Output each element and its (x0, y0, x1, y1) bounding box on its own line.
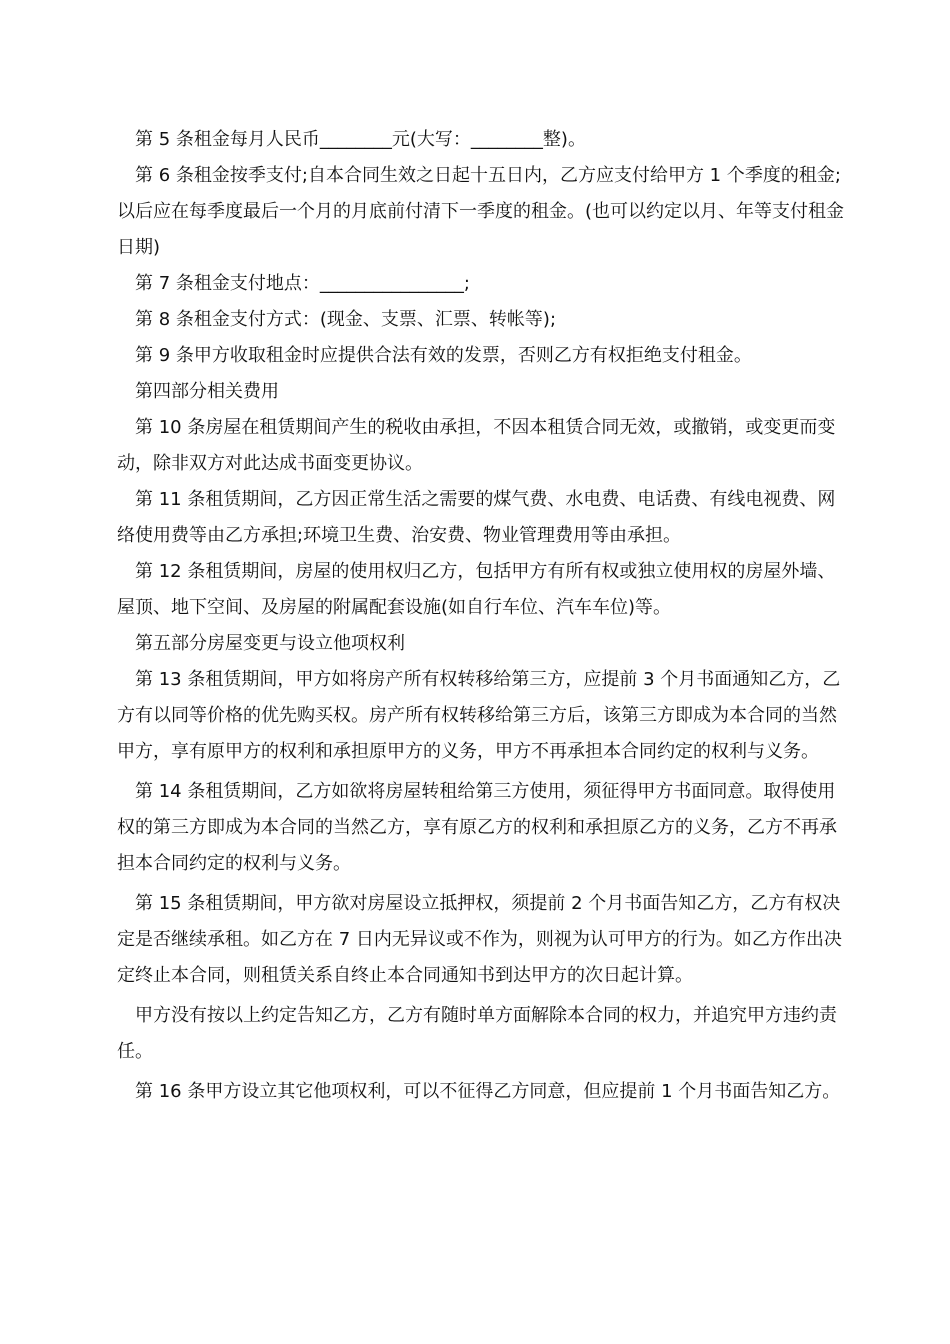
clause-12: 第 12 条租赁期间，房屋的使用权归乙方，包括甲方有所有权或独立使用权的房屋外墙、屋顶、地下空间、及房屋的附属配套设施(如自行车位、汽车车位)等。 (117, 561, 836, 618)
clause-5: 第 5 条租金每月人民币________元(大写：________整)。 (135, 129, 586, 150)
clause-16: 第 16 条甲方设立其它他项权利，可以不征得乙方同意，但应提前 1 个月书面告知乙方。 (135, 1081, 841, 1102)
section-heading-part-4: 第四部分相关费用 (135, 381, 279, 402)
clause-13: 第 13 条租赁期间，甲方如将房产所有权转移给第三方，应提前 3 个月书面通知乙方，乙方有以同等价格的优先购买权。房产所有权转移给第三方后，该第三方即成为本合同的当然甲方，享有原甲方的权利和承担原甲方的义务，甲方不再承担本合同约定的权利与义务。 (117, 669, 841, 762)
clause-14: 第 14 条租赁期间，乙方如欲将房屋转租给第三方使用，须征得甲方书面同意。取得使用权的第三方即成为本合同的当然乙方，享有原乙方的权利和承担原乙方的义务，乙方不再承担本合同约定的权利与义务。 (117, 781, 837, 874)
clause-9: 第 9 条甲方收取租金时应提供合法有效的发票，否则乙方有权拒绝支付租金。 (135, 345, 752, 366)
section-heading-part-5: 第五部分房屋变更与设立他项权利 (135, 633, 405, 654)
clause-7: 第 7 条租金支付地点：________________; (135, 273, 470, 294)
clause-10: 第 10 条房屋在租赁期间产生的税收由承担，不因本租赁合同无效，或撤销，或变更而变动，除非双方对此达成书面变更协议。 (117, 417, 836, 474)
clause-6: 第 6 条租金按季支付;自本合同生效之日起十五日内，乙方应支付给甲方 1 个季度的租金;以后应在每季度最后一个月的月底前付清下一季度的租金。(也可以约定以月、年等支付租金日期) (117, 165, 845, 258)
clause-11: 第 11 条租赁期间，乙方因正常生活之需要的煤气费、水电费、电话费、有线电视费、网络使用费等由乙方承担;环境卫生费、治安费、物业管理费用等由承担。 (117, 489, 836, 546)
document-body (117, 122, 847, 1110)
clause-15: 第 15 条租赁期间，甲方欲对房屋设立抵押权，须提前 2 个月书面告知乙方，乙方有权决定是否继续承租。如乙方在 7 日内无异议或不作为，则视为认可甲方的行为。如乙方作出决定终止本合同，则租赁关系自终止本合同通知书到达甲方的次日起计算。 (117, 893, 842, 986)
clause-8: 第 8 条租金支付方式：(现金、支票、汇票、转帐等); (135, 309, 557, 330)
clause-15-supplement: 甲方没有按以上约定告知乙方，乙方有随时单方面解除本合同的权力，并追究甲方违约责任。 (117, 1005, 837, 1062)
